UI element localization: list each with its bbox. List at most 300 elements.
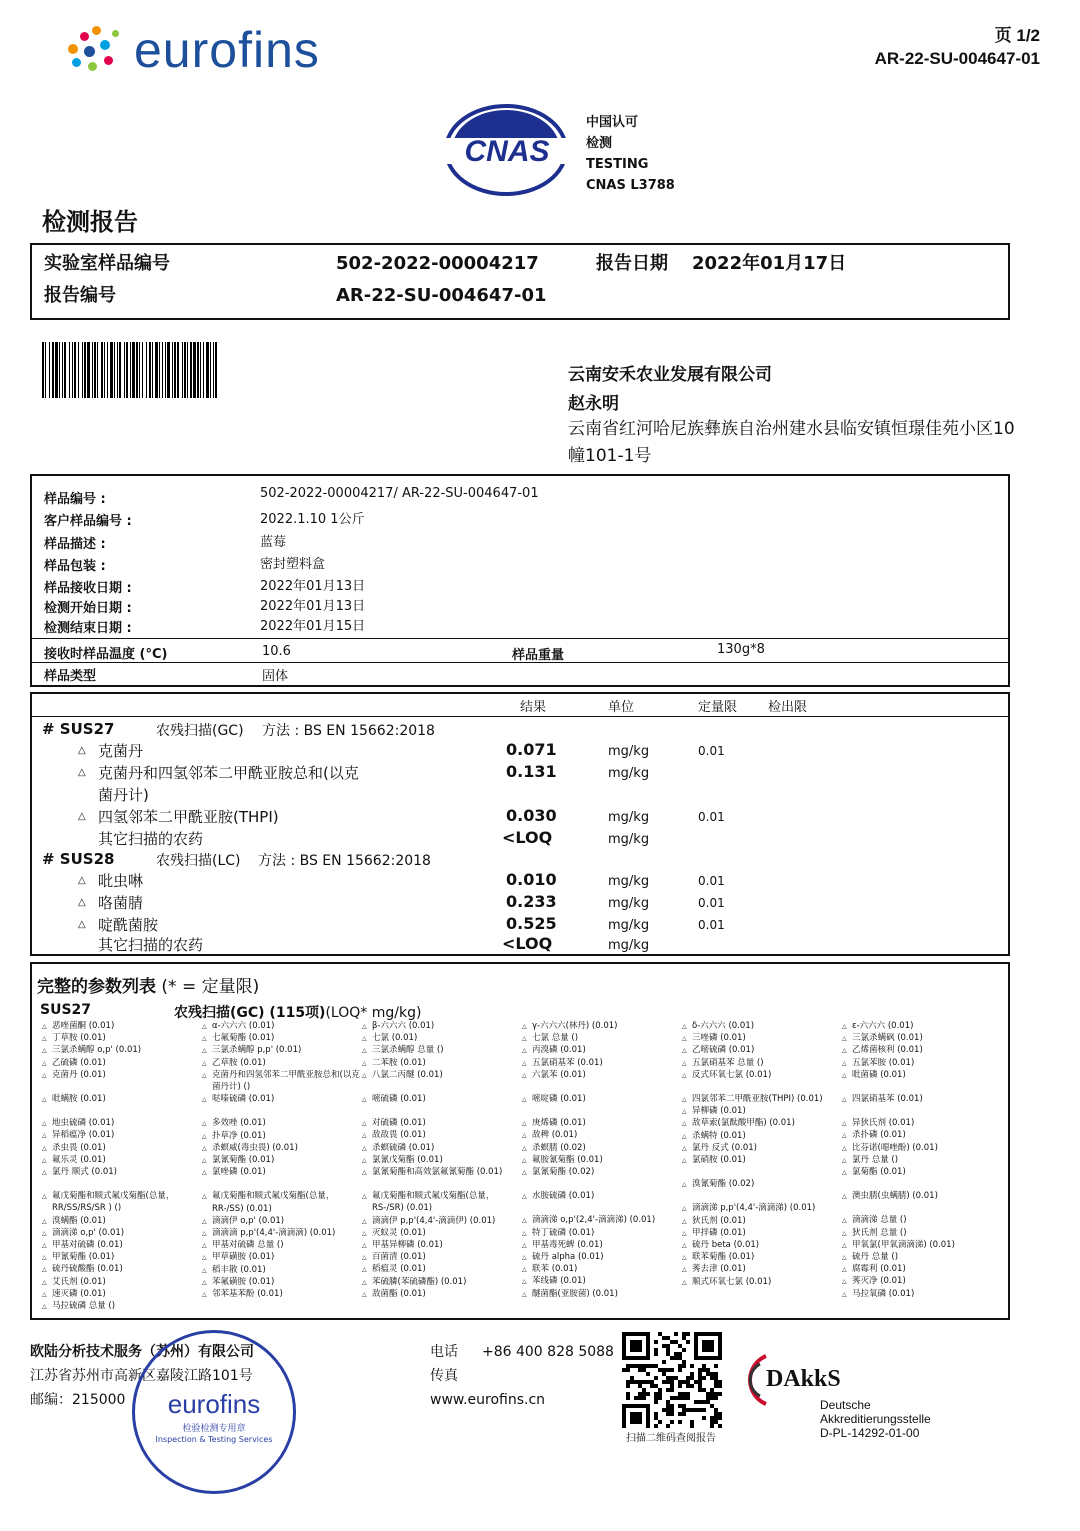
- group-standard: 方法 : BS EN 15662:2018: [258, 853, 431, 869]
- parameter-item: △ 三氯杀螨砜 (0.01): [842, 1032, 1000, 1044]
- parameter-item: △ 氟戊菊酯和顺式氟戊菊酯(总量，RR-/SS) (0.01): [202, 1190, 360, 1214]
- qr-module: [686, 1396, 690, 1400]
- parameter-spacer: [362, 1105, 520, 1117]
- parameter-item: △ 顺式环氧七氯 (0.01): [682, 1276, 840, 1288]
- qr-module: [654, 1424, 658, 1428]
- parameter-group-code: SUS27: [40, 1002, 92, 1018]
- qr-module: [650, 1380, 654, 1384]
- parameter-item: △ 氯丹 总量 (): [842, 1154, 1000, 1166]
- qr-module: [646, 1372, 650, 1376]
- parameter-item: △ 莠灭净 (0.01): [842, 1275, 1000, 1287]
- parameter-item: △ 杀扑磷 (0.01): [842, 1129, 1000, 1141]
- parameter-item: △ 五氯硝基苯 (0.01): [522, 1057, 680, 1069]
- qr-module: [714, 1412, 718, 1416]
- report-id-box: [30, 243, 1010, 320]
- qr-module: [658, 1332, 662, 1336]
- parameter-item: △ 丙溴磷 (0.01): [522, 1044, 680, 1056]
- qr-module: [654, 1364, 658, 1368]
- analyte-result: 0.071: [506, 740, 557, 759]
- parameter-item: △ 杀螟硫磷 (0.01): [362, 1142, 520, 1154]
- stamp-en: Inspection & Testing Services: [155, 1435, 273, 1444]
- qr-module: [666, 1404, 670, 1408]
- qr-module: [678, 1368, 682, 1372]
- lab-address: 江苏省苏州市高新区嘉陵江路101号: [30, 1368, 253, 1384]
- qr-module: [666, 1400, 670, 1404]
- dakks-line: D-PL-14292-01-00: [820, 1426, 920, 1440]
- qr-module: [702, 1368, 706, 1372]
- parameter-item: △ 腐霉利 (0.01): [842, 1263, 1000, 1275]
- qr-module: [658, 1396, 662, 1400]
- lab-sample-no-label: 实验室样品编号: [44, 253, 170, 274]
- qr-module: [710, 1376, 714, 1380]
- header-report-code: AR-22-SU-004647-01: [874, 49, 1040, 68]
- qr-module: [714, 1376, 718, 1380]
- type-label: 样品类型: [44, 669, 97, 684]
- qr-module: [702, 1400, 706, 1404]
- parameter-column: [842, 1020, 1000, 1300]
- parameter-item: △ 速灭磷 (0.01): [42, 1288, 200, 1300]
- analyte-unit: mg/kg: [608, 938, 650, 953]
- qr-finder: [702, 1340, 714, 1352]
- parameter-item: △ 硫丹 alpha (0.01): [522, 1251, 680, 1263]
- dakks-text: [820, 1398, 931, 1440]
- qr-module: [666, 1352, 670, 1356]
- eurofins-dots-icon: [62, 22, 126, 78]
- qr-module: [706, 1400, 710, 1404]
- qr-module: [666, 1344, 670, 1348]
- parameter-item: △ 比芬诺(噁唑酚) (0.01): [842, 1142, 1000, 1154]
- cnas-accreditation-text: [586, 112, 675, 196]
- qr-module: [686, 1340, 690, 1344]
- qr-module: [678, 1404, 682, 1408]
- analyte-result: 0.233: [506, 892, 557, 911]
- qr-module: [698, 1388, 702, 1392]
- qr-module: [718, 1392, 722, 1396]
- sample-label: 样品接收日期 :: [44, 581, 132, 596]
- qr-module: [706, 1392, 710, 1396]
- qr-module: [710, 1420, 714, 1424]
- parameter-item: △ γ-六六六(林丹) (0.01): [522, 1020, 680, 1032]
- qr-module: [682, 1392, 686, 1396]
- eurofins-logo: [62, 20, 320, 80]
- sample-value: 2022.1.10 1公斤: [260, 512, 365, 527]
- parameter-item: △ 乙烯菌核利 (0.01): [842, 1044, 1000, 1056]
- qr-module: [698, 1400, 702, 1404]
- parameter-item: △ 滴滴涕 o,p'(2,4'-滴滴涕) (0.01): [522, 1214, 680, 1226]
- qr-module: [642, 1368, 646, 1372]
- qr-module: [682, 1408, 686, 1412]
- parameter-item: △ 多效唑 (0.01): [202, 1117, 360, 1129]
- qr-module: [674, 1396, 678, 1400]
- accredited-flag: △: [78, 767, 86, 778]
- parameter-item: △ 异稻瘟净 (0.01): [42, 1129, 200, 1141]
- analyte-name: 克菌丹和四氢邻苯二甲酰亚胺总和(以克: [98, 764, 359, 782]
- qr-module: [666, 1336, 670, 1340]
- qr-module: [686, 1392, 690, 1396]
- parameter-item: △ 硫丹 beta (0.01): [682, 1239, 840, 1251]
- analyte-name: 克菌丹: [98, 742, 144, 760]
- qr-module: [702, 1416, 706, 1420]
- analyte-name: 吡虫啉: [98, 872, 144, 890]
- official-seal-stamp: [132, 1330, 296, 1494]
- qr-module: [718, 1424, 722, 1428]
- analyte-loq: 0.01: [698, 874, 725, 888]
- accredited-flag: △: [78, 811, 86, 822]
- parameter-item: △ 甲基对硫磷 总量 (): [202, 1239, 360, 1251]
- parameter-item: △ 马拉氧磷 (0.01): [842, 1288, 1000, 1300]
- qr-module: [710, 1404, 714, 1408]
- parameter-item: △ 甲草磺胺 (0.01): [202, 1251, 360, 1263]
- qr-module: [670, 1356, 674, 1360]
- client-address: 云南省红河哈尼族彝族自治州建水县临安镇恒璟佳苑小区10幢101-1号: [568, 419, 1015, 466]
- parameter-spacer: [682, 1166, 840, 1178]
- qr-module: [634, 1364, 638, 1368]
- analyte-result: 0.030: [506, 806, 557, 825]
- qr-module: [682, 1380, 686, 1384]
- qr-module: [674, 1352, 678, 1356]
- sample-label: 客户样品编号 :: [44, 514, 132, 529]
- type-value: 固体: [262, 669, 289, 684]
- parameter-item: △ 联苯菊酯 (0.01): [682, 1251, 840, 1263]
- parameter-item: △ 硫丹 总量 (): [842, 1251, 1000, 1263]
- results-table: [30, 692, 1010, 956]
- qr-module: [658, 1420, 662, 1424]
- cnas-line: 中国认可: [586, 115, 639, 130]
- qr-module: [674, 1332, 678, 1336]
- parameter-item: △ 澳虫腈(虫螨腈) (0.01): [842, 1190, 1000, 1202]
- qr-module: [698, 1408, 702, 1412]
- accredited-flag: △: [78, 875, 86, 886]
- qr-module: [670, 1368, 674, 1372]
- qr-module: [710, 1388, 714, 1392]
- qr-code[interactable]: [622, 1332, 724, 1428]
- parameter-item: △ 杀螟威(毒虫畏) (0.01): [202, 1142, 360, 1154]
- tel-label: 电话: [430, 1344, 458, 1360]
- parameter-item: △ 氟胺氰菊酯 (0.01): [522, 1154, 680, 1166]
- qr-module: [686, 1376, 690, 1380]
- client-company: 云南安禾农业发展有限公司: [568, 365, 772, 385]
- qr-module: [638, 1384, 642, 1388]
- qr-module: [670, 1412, 674, 1416]
- qr-module: [626, 1396, 630, 1400]
- qr-module: [706, 1396, 710, 1400]
- analyte-unit: mg/kg: [608, 874, 650, 889]
- parameter-list-box: [30, 962, 1010, 1320]
- qr-module: [622, 1368, 626, 1372]
- group-standard: 方法 : BS EN 15662:2018: [262, 723, 435, 739]
- qr-module: [626, 1380, 630, 1384]
- contact-info: [430, 1340, 614, 1412]
- qr-module: [654, 1348, 658, 1352]
- parameter-item: △ 乙硫磷 (0.01): [42, 1057, 200, 1069]
- analyte-result: 0.525: [506, 914, 557, 933]
- parameter-spacer: [362, 1178, 520, 1190]
- qr-module: [678, 1356, 682, 1360]
- parameter-item: △ 狄氏剂 (0.01): [682, 1215, 840, 1227]
- qr-module: [682, 1348, 686, 1352]
- sample-label: 样品包装 :: [44, 559, 106, 574]
- qr-module: [714, 1392, 718, 1396]
- parameter-item: △ 杀螟腈 (0.02): [522, 1142, 680, 1154]
- parameter-item: △ 溴螨酯 (0.01): [42, 1215, 200, 1227]
- parameter-item: △ 甲基对硫磷 (0.01): [42, 1239, 200, 1251]
- qr-module: [670, 1340, 674, 1344]
- sample-info-box: [30, 474, 1010, 687]
- qr-module: [698, 1384, 702, 1388]
- parameter-spacer: [42, 1178, 200, 1190]
- parameter-item: △ 滴滴滴 p,p'(4,4'-滴滴滴) (0.01): [202, 1227, 360, 1239]
- parameter-item: △ 哒嗪硫磷 (0.01): [202, 1093, 360, 1105]
- qr-caption: 扫描二维码查阅报告: [626, 1433, 716, 1444]
- group-code: # SUS27: [42, 720, 115, 738]
- qr-module: [702, 1364, 706, 1368]
- qr-module: [674, 1356, 678, 1360]
- qr-module: [666, 1348, 670, 1352]
- qr-module: [714, 1384, 718, 1388]
- qr-finder: [630, 1412, 642, 1424]
- qr-module: [706, 1372, 710, 1376]
- qr-module: [626, 1364, 630, 1368]
- parameter-item: △ 八氯二丙醚 (0.01): [362, 1069, 520, 1081]
- lab-sample-no-value: 502-2022-00004217: [336, 253, 539, 274]
- analyte-loq: 0.01: [698, 896, 725, 910]
- analyte-loq: 0.01: [698, 918, 725, 932]
- parameter-item: △ 乙嘧硫磷 (0.01): [682, 1044, 840, 1056]
- analyte-unit: mg/kg: [608, 918, 650, 933]
- qr-module: [714, 1420, 718, 1424]
- qr-module: [678, 1396, 682, 1400]
- qr-module: [662, 1344, 666, 1348]
- qr-module: [678, 1420, 682, 1424]
- qr-module: [666, 1408, 670, 1412]
- qr-module: [630, 1380, 634, 1384]
- qr-module: [718, 1384, 722, 1388]
- qr-module: [678, 1392, 682, 1396]
- parameter-spacer: [682, 1190, 840, 1202]
- parameter-item: △ 扑草净 (0.01): [202, 1130, 360, 1142]
- parameter-item: △ 氯丹 反式 (0.01): [682, 1142, 840, 1154]
- accredited-flag: △: [78, 745, 86, 756]
- qr-module: [702, 1388, 706, 1392]
- tel-value: +86 400 828 5088: [482, 1344, 614, 1360]
- sample-value: 502-2022-00004217/ AR-22-SU-004647-01: [260, 486, 539, 501]
- client-contact: 赵永明: [568, 394, 619, 414]
- analyte-unit: mg/kg: [608, 832, 650, 847]
- report-no-label: 报告编号: [44, 285, 116, 306]
- qr-module: [642, 1364, 646, 1368]
- website-link[interactable]: www.eurofins.cn: [430, 1392, 546, 1408]
- qr-module: [646, 1392, 650, 1396]
- qr-module: [682, 1364, 686, 1368]
- dakks-line: Akkreditierungsstelle: [820, 1412, 931, 1426]
- analyte-name: 四氢邻苯二甲酰亚胺(THPI): [98, 808, 279, 826]
- parameter-item: △ 四氯硝基苯 (0.01): [842, 1093, 1000, 1105]
- sample-label: 检测结束日期 :: [44, 621, 132, 636]
- col-header-loq: 定量限: [698, 700, 738, 715]
- parameter-item: △ 吡菌磷 (0.01): [842, 1069, 1000, 1081]
- qr-module: [690, 1372, 694, 1376]
- divider: [32, 638, 1008, 639]
- parameter-list-heading: 完整的参数列表: [37, 977, 156, 997]
- sample-label: 检测开始日期 :: [44, 601, 132, 616]
- qr-module: [662, 1408, 666, 1412]
- analyte-loq: 0.01: [698, 744, 725, 758]
- qr-module: [654, 1416, 658, 1420]
- parameter-item: △ 硫丹硫酸酯 (0.01): [42, 1263, 200, 1275]
- qr-module: [646, 1380, 650, 1384]
- qr-module: [714, 1396, 718, 1400]
- parameter-item: △ 氯硝胺 (0.01): [682, 1154, 840, 1166]
- cnas-line: TESTING: [586, 157, 649, 172]
- qr-module: [682, 1412, 686, 1416]
- qr-module: [678, 1384, 682, 1388]
- lab-postcode: 邮编：215000: [30, 1392, 126, 1408]
- qr-module: [690, 1384, 694, 1388]
- parameter-spacer: [522, 1202, 680, 1214]
- parameter-item: △ 庚烯磷 (0.01): [522, 1117, 680, 1129]
- qr-module: [682, 1332, 686, 1336]
- analyte-name: 咯菌腈: [98, 894, 144, 912]
- parameter-item: △ 克菌丹 (0.01): [42, 1069, 200, 1081]
- parameter-item: △ 氯氰菊酯 (0.02): [522, 1166, 680, 1178]
- parameter-column: [202, 1020, 360, 1300]
- parameter-column: [682, 1020, 840, 1288]
- qr-module: [634, 1396, 638, 1400]
- parameter-column: [362, 1020, 520, 1300]
- parameter-item: △ 三氯杀螨醇 总量 (): [362, 1044, 520, 1056]
- qr-module: [710, 1416, 714, 1420]
- qr-module: [626, 1392, 630, 1396]
- parameter-group-method: [174, 1002, 421, 1022]
- parameter-item: △ 莠去津 (0.01): [682, 1263, 840, 1275]
- qr-module: [638, 1396, 642, 1400]
- qr-module: [686, 1332, 690, 1336]
- parameter-item: △ 氯氰菊酯 (0.01): [202, 1154, 360, 1166]
- parameter-method-name: 农残扫描(GC) (115项): [174, 1005, 326, 1021]
- parameter-spacer: [362, 1081, 520, 1093]
- parameter-item: △ 敌敌畏 (0.01): [362, 1129, 520, 1141]
- sample-value: 2022年01月15日: [260, 619, 366, 634]
- qr-module: [686, 1380, 690, 1384]
- qr-module: [718, 1416, 722, 1420]
- parameter-spacer: [842, 1202, 1000, 1214]
- parameter-spacer: [522, 1105, 680, 1117]
- page-header-right: [875, 24, 1040, 70]
- parameter-item: △ 百菌清 (0.01): [362, 1251, 520, 1263]
- parameter-item: △ 甲拌磷 (0.01): [682, 1227, 840, 1239]
- analyte-result: 0.131: [506, 762, 557, 781]
- parameter-item: △ 灭蚁灵 (0.01): [362, 1227, 520, 1239]
- cnas-logo: [442, 104, 572, 196]
- parameter-item: △ 三唑磷 (0.01): [682, 1032, 840, 1044]
- header-divider: [32, 716, 1008, 717]
- parameter-item: △ 四氯邻苯二甲酰亚胺(THPI) (0.01): [682, 1093, 840, 1105]
- parameter-item: △ 杀螨特 (0.01): [682, 1130, 840, 1142]
- accredited-flag: △: [78, 897, 86, 908]
- parameter-column: [42, 1020, 200, 1312]
- qr-module: [642, 1392, 646, 1396]
- analyte-name: 其它扫描的农药: [98, 830, 204, 848]
- qr-module: [710, 1392, 714, 1396]
- col-header-unit: 单位: [608, 700, 635, 715]
- group-method: 农残扫描(LC): [156, 853, 241, 869]
- parameter-spacer: [42, 1105, 200, 1117]
- qr-module: [698, 1376, 702, 1380]
- parameter-spacer: [202, 1178, 360, 1190]
- parameter-item: △ 恶唑菌酮 (0.01): [42, 1020, 200, 1032]
- sample-value: 蓝莓: [260, 535, 287, 550]
- parameter-item: △ 特丁硫磷 (0.01): [522, 1227, 680, 1239]
- qr-module: [714, 1372, 718, 1376]
- group-method: 农残扫描(GC): [156, 723, 244, 739]
- qr-module: [678, 1380, 682, 1384]
- analyte-name: 其它扫描的农药: [98, 936, 204, 954]
- qr-module: [650, 1364, 654, 1368]
- parameter-item: △ 滴滴伊 o,p' (0.01): [202, 1215, 360, 1227]
- parameter-item: △ 敌稗 (0.01): [522, 1129, 680, 1141]
- parameter-item: △ 苯硫膦(苯硫磷酯) (0.01): [362, 1276, 520, 1288]
- qr-module: [662, 1372, 666, 1376]
- parameter-item: △ 三氯杀螨醇 o,p' (0.01): [42, 1044, 200, 1056]
- parameter-item: △ 乙草胺 (0.01): [202, 1057, 360, 1069]
- parameter-item: △ 艾氏剂 (0.01): [42, 1276, 200, 1288]
- parameter-item: △ 氟乐灵 (0.01): [42, 1154, 200, 1166]
- parameter-item: △ ε-六六六 (0.01): [842, 1020, 1000, 1032]
- parameter-item: △ 地虫硫磷 (0.01): [42, 1117, 200, 1129]
- analyte-loq: 0.01: [698, 810, 725, 824]
- parameter-item: △ 七氟菊酯 (0.01): [202, 1032, 360, 1044]
- qr-module: [638, 1368, 642, 1372]
- parameter-item: △ 氟戊菊酯和顺式氟戊菊酯(总量，RS-/SR) (0.01): [362, 1190, 520, 1214]
- parameter-item: △ 氯丹 顺式 (0.01): [42, 1166, 200, 1178]
- parameter-item: △ 滴滴涕 p,p'(4,4'-滴滴涕) (0.01): [682, 1202, 840, 1214]
- parameter-item: △ 吡螨胺 (0.01): [42, 1093, 200, 1105]
- stamp-brand: eurofins: [167, 1389, 261, 1419]
- parameter-item: △ δ-六六六 (0.01): [682, 1020, 840, 1032]
- parameter-item: △ 稻丰散 (0.01): [202, 1264, 360, 1276]
- qr-module: [698, 1380, 702, 1384]
- qr-module: [710, 1372, 714, 1376]
- qr-module: [662, 1360, 666, 1364]
- qr-module: [682, 1404, 686, 1408]
- parameter-item: △ 对硫磷 (0.01): [362, 1117, 520, 1129]
- qr-module: [678, 1344, 682, 1348]
- qr-module: [686, 1384, 690, 1388]
- barcode-bar: [217, 342, 220, 398]
- qr-module: [690, 1364, 694, 1368]
- parameter-spacer: [202, 1105, 360, 1117]
- analyte-unit: mg/kg: [608, 766, 650, 781]
- qr-module: [702, 1408, 706, 1412]
- qr-module: [658, 1392, 662, 1396]
- parameter-spacer: [682, 1081, 840, 1093]
- qr-module: [646, 1364, 650, 1368]
- qr-module: [718, 1412, 722, 1416]
- qr-module: [706, 1368, 710, 1372]
- cnas-line: CNAS L3788: [586, 178, 675, 193]
- qr-module: [666, 1412, 670, 1416]
- parameter-item: △ 稻瘟灵 (0.01): [362, 1263, 520, 1275]
- qr-module: [654, 1412, 658, 1416]
- parameter-item: △ 苯氟磺胺 (0.01): [202, 1276, 360, 1288]
- qr-module: [670, 1376, 674, 1380]
- qr-finder: [630, 1340, 642, 1352]
- qr-module: [690, 1408, 694, 1412]
- parameter-item: △ 水胺硫磷 (0.01): [522, 1190, 680, 1202]
- parameter-item: △ 苯线磷 (0.01): [522, 1275, 680, 1287]
- qr-module: [674, 1376, 678, 1380]
- parameter-item: △ 马拉硫磷 总量 (): [42, 1300, 200, 1312]
